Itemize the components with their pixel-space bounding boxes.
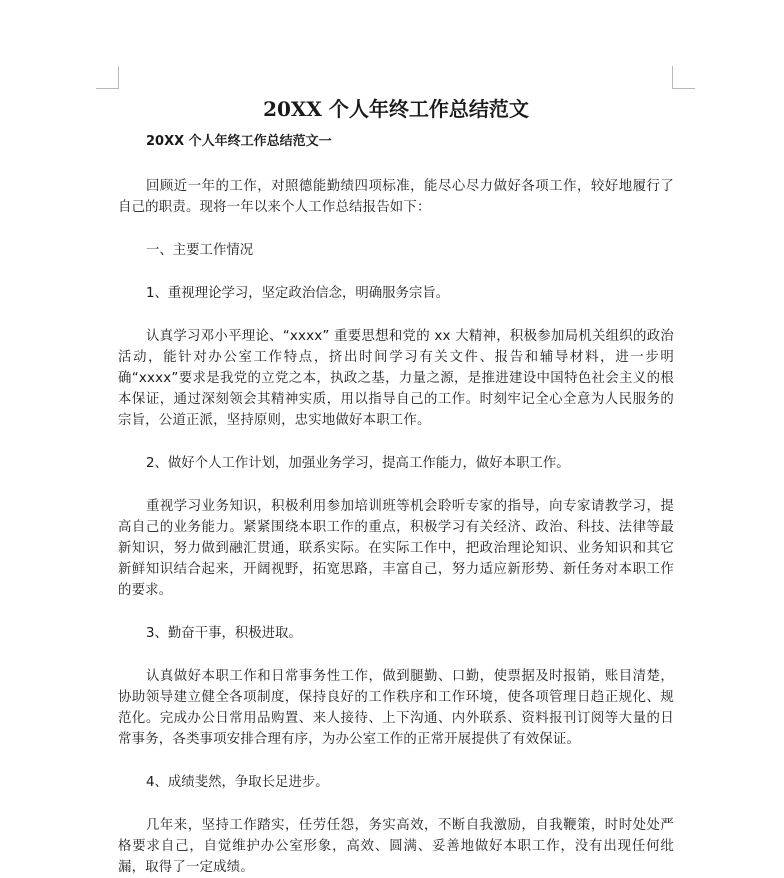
subheading-4: 4、成绩斐然，争取长足进步。 <box>146 775 329 790</box>
crop-mark-top-left <box>96 66 119 89</box>
document-subtitle: 20XX 个人年终工作总结范文一 <box>146 134 332 149</box>
subheading-2: 2、做好个人工作计划，加强业务学习，提高工作能力，做好本职工作。 <box>146 456 570 471</box>
paragraph-intro: 回顾近一年的工作，对照德能勤绩四项标准，能尽心尽力做好各项工作，较好地履行了自己的职责。现将一年以来个人工作总结报告如下： <box>118 179 674 215</box>
paragraph-4: 几年来，坚持工作踏实，任劳任怨，务实高效，不断自我激励，自我鞭策，时时处处严格要求自己，自觉维护办公室形象，高效、圆满、妥善地做好本职工作，没有出现任何纰漏，取得了一定成绩。 <box>118 818 674 875</box>
document-title: 20XX 个人年终工作总结范文 <box>263 97 529 121</box>
subheading-3: 3、勤奋干事，积极进取。 <box>146 626 302 641</box>
subheading-1: 1、重视理论学习，坚定政治信念，明确服务宗旨。 <box>146 286 450 301</box>
document-page <box>118 88 674 878</box>
paragraph-1: 认真学习邓小平理论、“xxxx” 重要思想和党的 xx 大精神，积极参加局机关组织的政治活动，能针对办公室工作特点，挤出时间学习有关文件、报告和辅导材料，进一步明确“xxxx”要求是我党的立党之本，执政之基，力量之源，是推进建设中国特色社会主义的根本保证，通过深刻领会其精神实质，用以指导自己的工作。时刻牢记全心全意为人民服务的宗旨，公道正派，坚持原则，忠实地做好本职工作。 <box>118 329 674 428</box>
section-heading-main: 一、主要工作情况 <box>146 243 254 258</box>
crop-mark-top-right <box>672 66 695 89</box>
paragraph-2: 重视学习业务知识，积极利用参加培训班等机会聆听专家的指导，向专家请教学习，提高自己的业务能力。紧紧围绕本职工作的重点，积极学习有关经济、政治、科技、法律等最新知识，努力做到融汇贯通，联系实际。在实际工作中，把政治理论知识、业务知识和其它新鲜知识结合起来，开阔视野，拓宽思路，丰富自己，努力适应新形势、新任务对本职工作的要求。 <box>118 499 674 598</box>
paragraph-3: 认真做好本职工作和日常事务性工作，做到腿勤、口勤，使票据及时报销，账目清楚，协助领导建立健全各项制度，保持良好的工作秩序和工作环境，使各项管理日趋正规化、规范化。完成办公日常用品购置、来人接待、上下沟通、内外联系、资料报刊订阅等大量的日常事务，各类事项安排合理有序，为办公室工作的正常开展提供了有效保证。 <box>118 669 674 747</box>
